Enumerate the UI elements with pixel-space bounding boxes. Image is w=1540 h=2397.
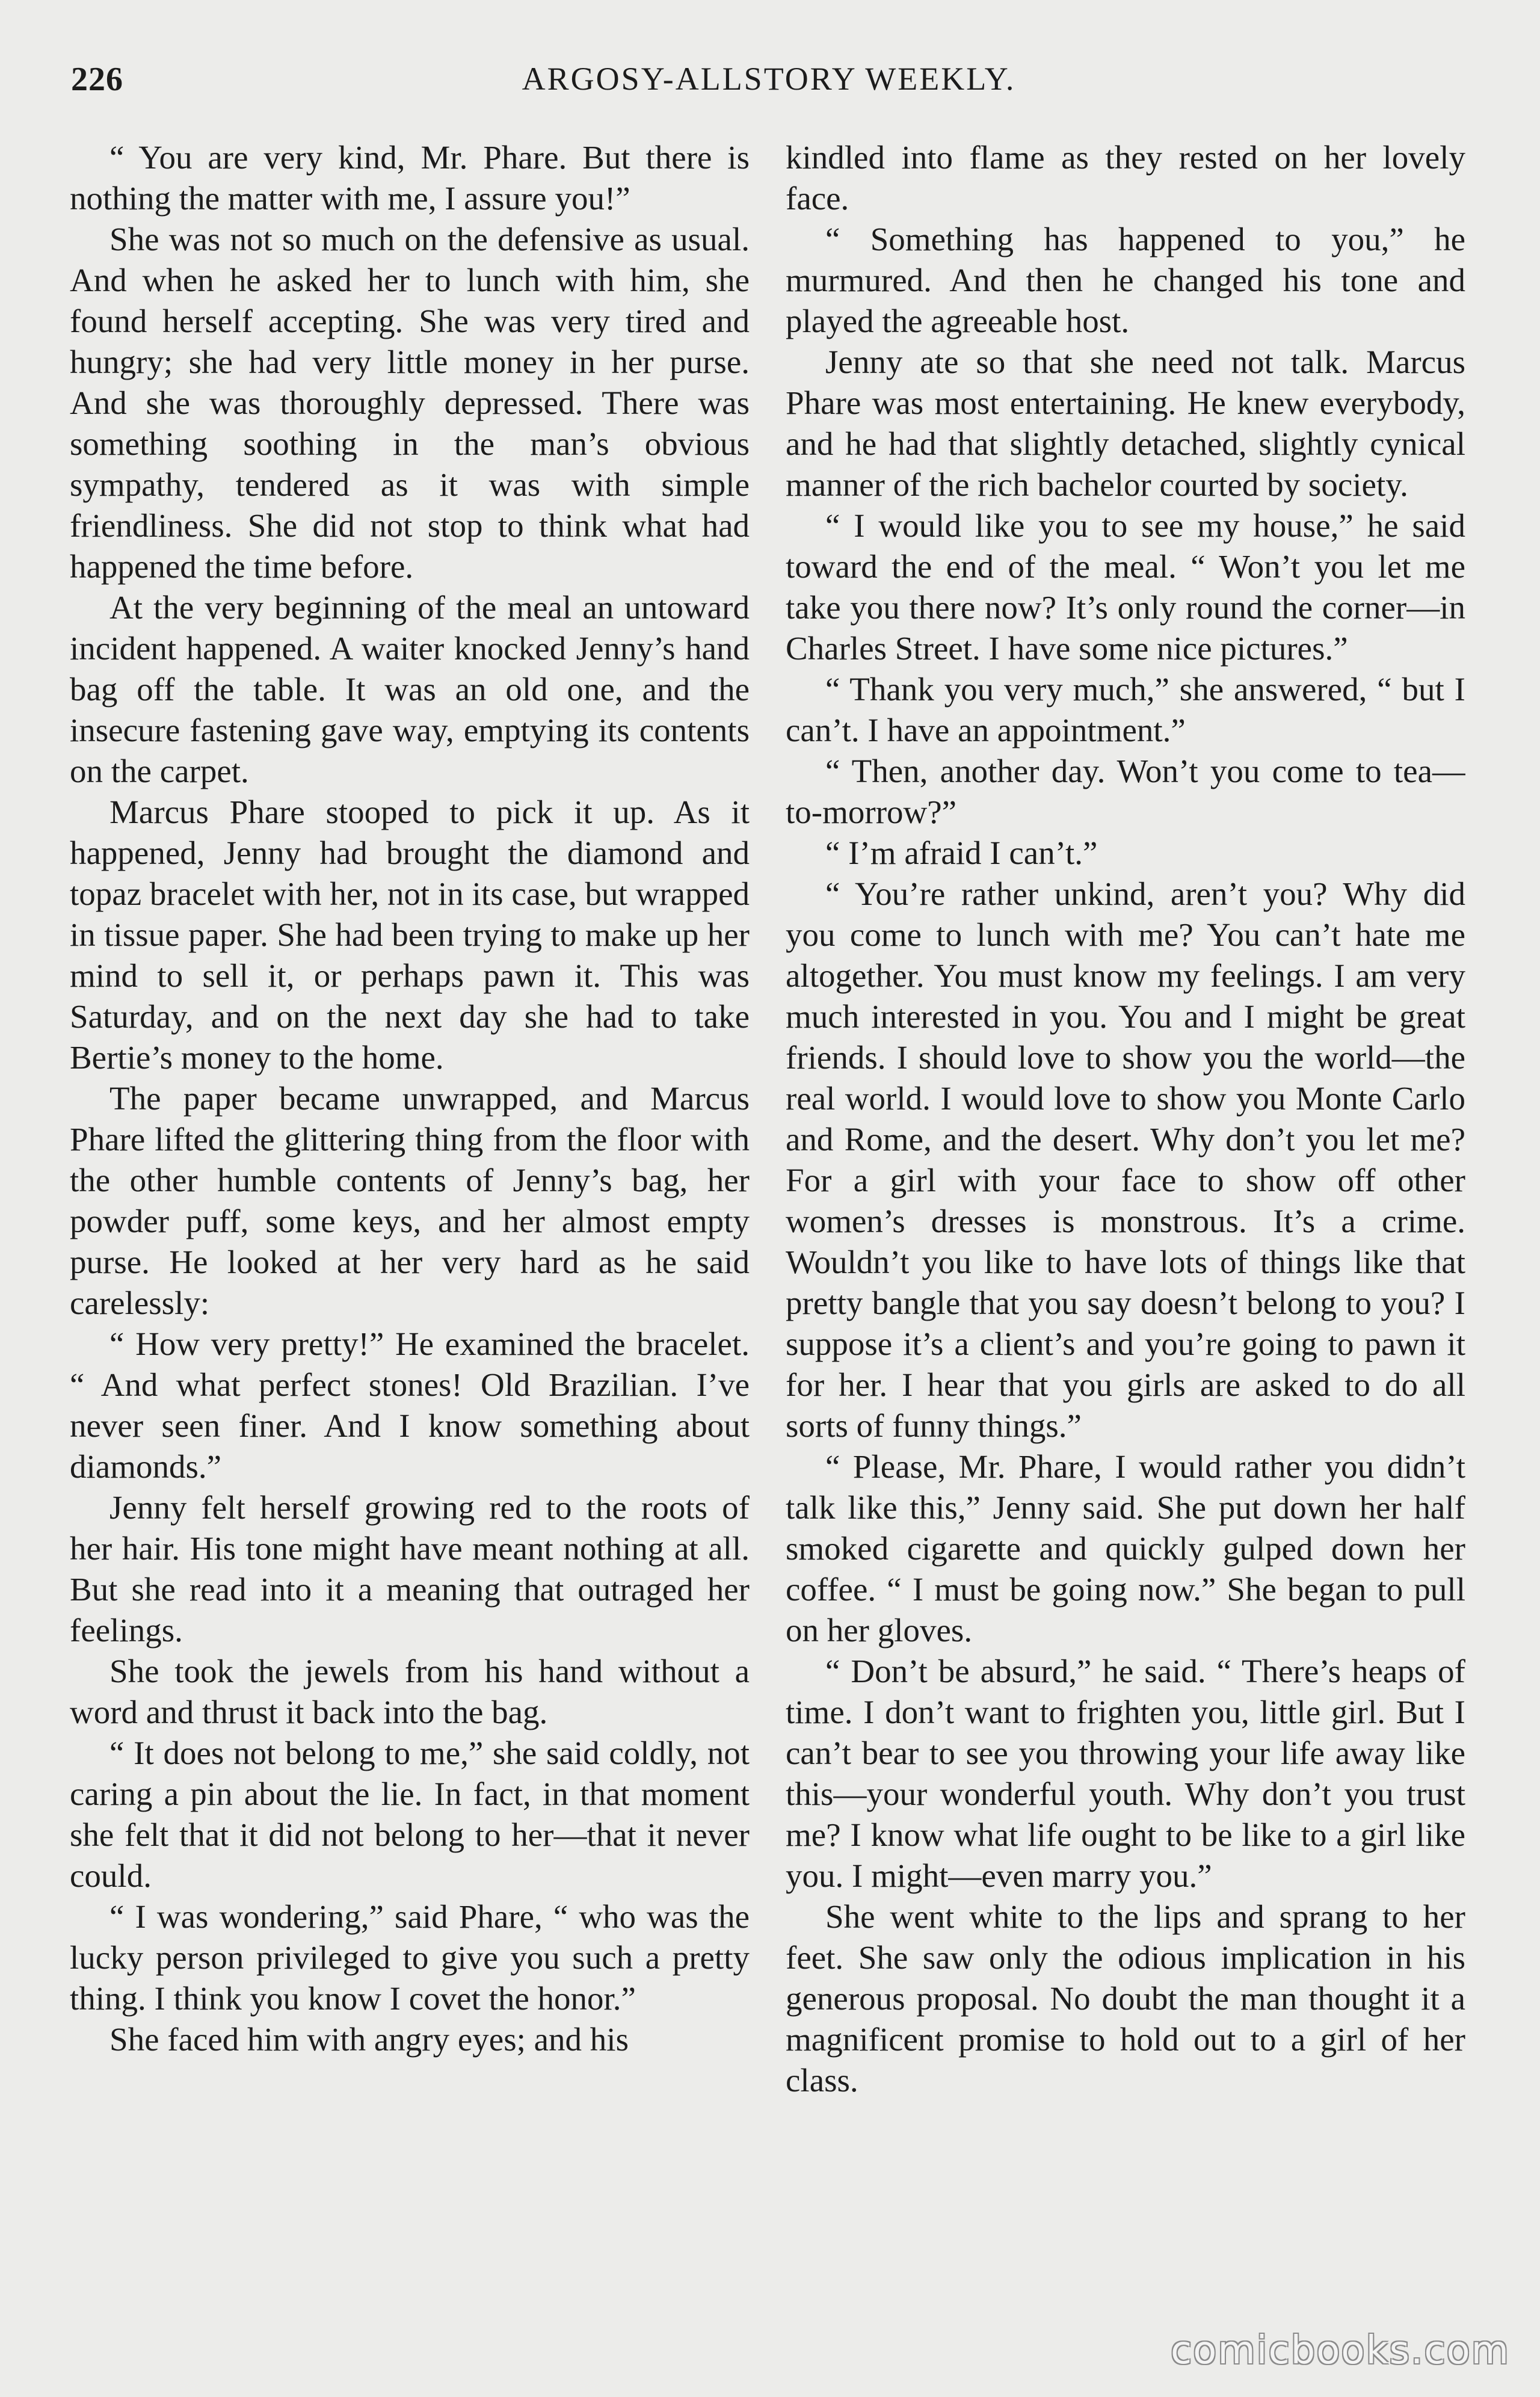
paragraph: “ Please, Mr. Phare, I would rather you didn’t talk like this,” Jenny said. She put down her half smoked cigarette and quickly gulped down her coffee. “ I must be going now.” She began to pull on her gloves. [786, 1448, 1465, 1649]
paragraph: At the very beginning of the meal an untoward incident happened. A waiter knocked Jenny’s hand bag off the table. It was an old one, and the insecure fastening gave way, emptying its contents on the carpet. [70, 589, 750, 789]
paragraph: “ You’re rather unkind, aren’t you? Why did you come to lunch with me? You can’t hate me altogether. You must know my feelings. I am very much interested in you. You and I might be great friends. I should love to show you the world—the real world. I would love to show you Monte Carlo and Rome, and the desert. Why don’t you let me? For a girl with your face to show off other women’s dresses is monstrous. It’s a crime. Wouldn’t you like to have lots of things like that pretty bangle that you say doesn’t belong to you? I suppose it’s a client’s and you’re going to pawn it for her. I hear that you girls are asked to do all sorts of funny things.” [786, 875, 1465, 1444]
paragraph: “ You are very kind, Mr. Phare. But there is nothing the matter with me, I assure you!” [70, 139, 750, 217]
right-column [786, 137, 1465, 2315]
paragraph: Jenny felt herself growing red to the roots of her hair. His tone might have meant nothing at all. But she read into it a meaning that outraged her feelings. [70, 1489, 750, 1649]
paragraph: “ Then, another day. Won’t you come to tea—to-morrow?” [786, 753, 1465, 830]
page-number: 226 [71, 61, 123, 98]
running-head-title: ARGOSY-ALLSTORY WEEKLY. [522, 61, 1016, 97]
paragraph: She was not so much on the defensive as usual. And when he asked her to lunch with him, she found herself accepting. She was very tired and hungry; she had very little money in her purse. And she was thoroughly depressed. There was something soothing in the man’s obvious sympathy, tendered as it was with simple friendliness. She did not stop to think what had happened the time before. [70, 221, 750, 585]
paragraph: “ I would like you to see my house,” he said toward the end of the meal. “ Won’t you let me take you there now? It’s only round the corner—in Charles Street. I have some nice pictures.” [786, 507, 1465, 667]
left-column [70, 137, 750, 2315]
page-header [71, 60, 1467, 108]
paragraph: “ I’m afraid I can’t.” [825, 834, 1098, 871]
paragraph: Marcus Phare stooped to pick it up. As it happened, Jenny had brought the diamond and topaz bracelet with her, not in its case, but wrapped in tissue paper. She had been trying to make up her mind to sell it, or perhaps pawn it. This was Saturday, and on the next day she had to take Bertie’s money to the home. [70, 794, 750, 1076]
paragraph: She took the jewels from his hand without a word and thrust it back into the bag. [70, 1653, 750, 1730]
paragraph: “ I was wondering,” said Phare, “ who was the lucky person privileged to give you such a pretty thing. I think you know I covet the honor.” [70, 1898, 750, 2017]
paragraph: “ Something has happened to you,” he murmured. And then he changed his tone and played the agreeable host. [786, 221, 1465, 339]
paragraph: She faced him with angry eyes; and his [109, 2021, 629, 2058]
paragraph: “ Thank you very much,” she answered, “ but I can’t. I have an appointment.” [786, 671, 1465, 748]
paragraph: She went white to the lips and sprang to her feet. She saw only the odious implication in his generous proposal. No doubt the man thought it a magnificent promise to hold out to a girl of her class. [786, 1898, 1465, 2099]
paragraph: “ How very pretty!” He examined the bracelet. “ And what perfect stones! Old Brazilian. I’ve never seen finer. And I know something about diamonds.” [70, 1325, 750, 1485]
paragraph: “ Don’t be absurd,” he said. “ There’s heaps of time. I don’t want to frighten you, little girl. But I can’t bear to see you throwing your life away like this—your wonderful youth. Why don’t you trust me? I know what life ought to be like to a girl like you. I might—even marry you.” [786, 1653, 1465, 1894]
paragraph-continued: kindled into flame as they rested on her lovely face. [786, 139, 1465, 217]
paragraph: The paper became unwrapped, and Marcus Phare lifted the glittering thing from the floor with the other humble contents of Jenny’s bag, her powder puff, some keys, and her almost empty purse. He looked at her very hard as he said carelessly: [70, 1080, 750, 1321]
paragraph: Jenny ate so that she need not talk. Marcus Phare was most entertaining. He knew everybody, and he had that slightly detached, slightly cynical manner of the rich bachelor courted by society. [786, 344, 1465, 503]
watermark-logo: comicbooks.com [1170, 2328, 1510, 2373]
text-columns [70, 137, 1465, 2315]
paragraph: “ It does not belong to me,” she said coldly, not caring a pin about the lie. In fact, in that moment she felt that it did not belong to her—that it never could. [70, 1735, 750, 1894]
